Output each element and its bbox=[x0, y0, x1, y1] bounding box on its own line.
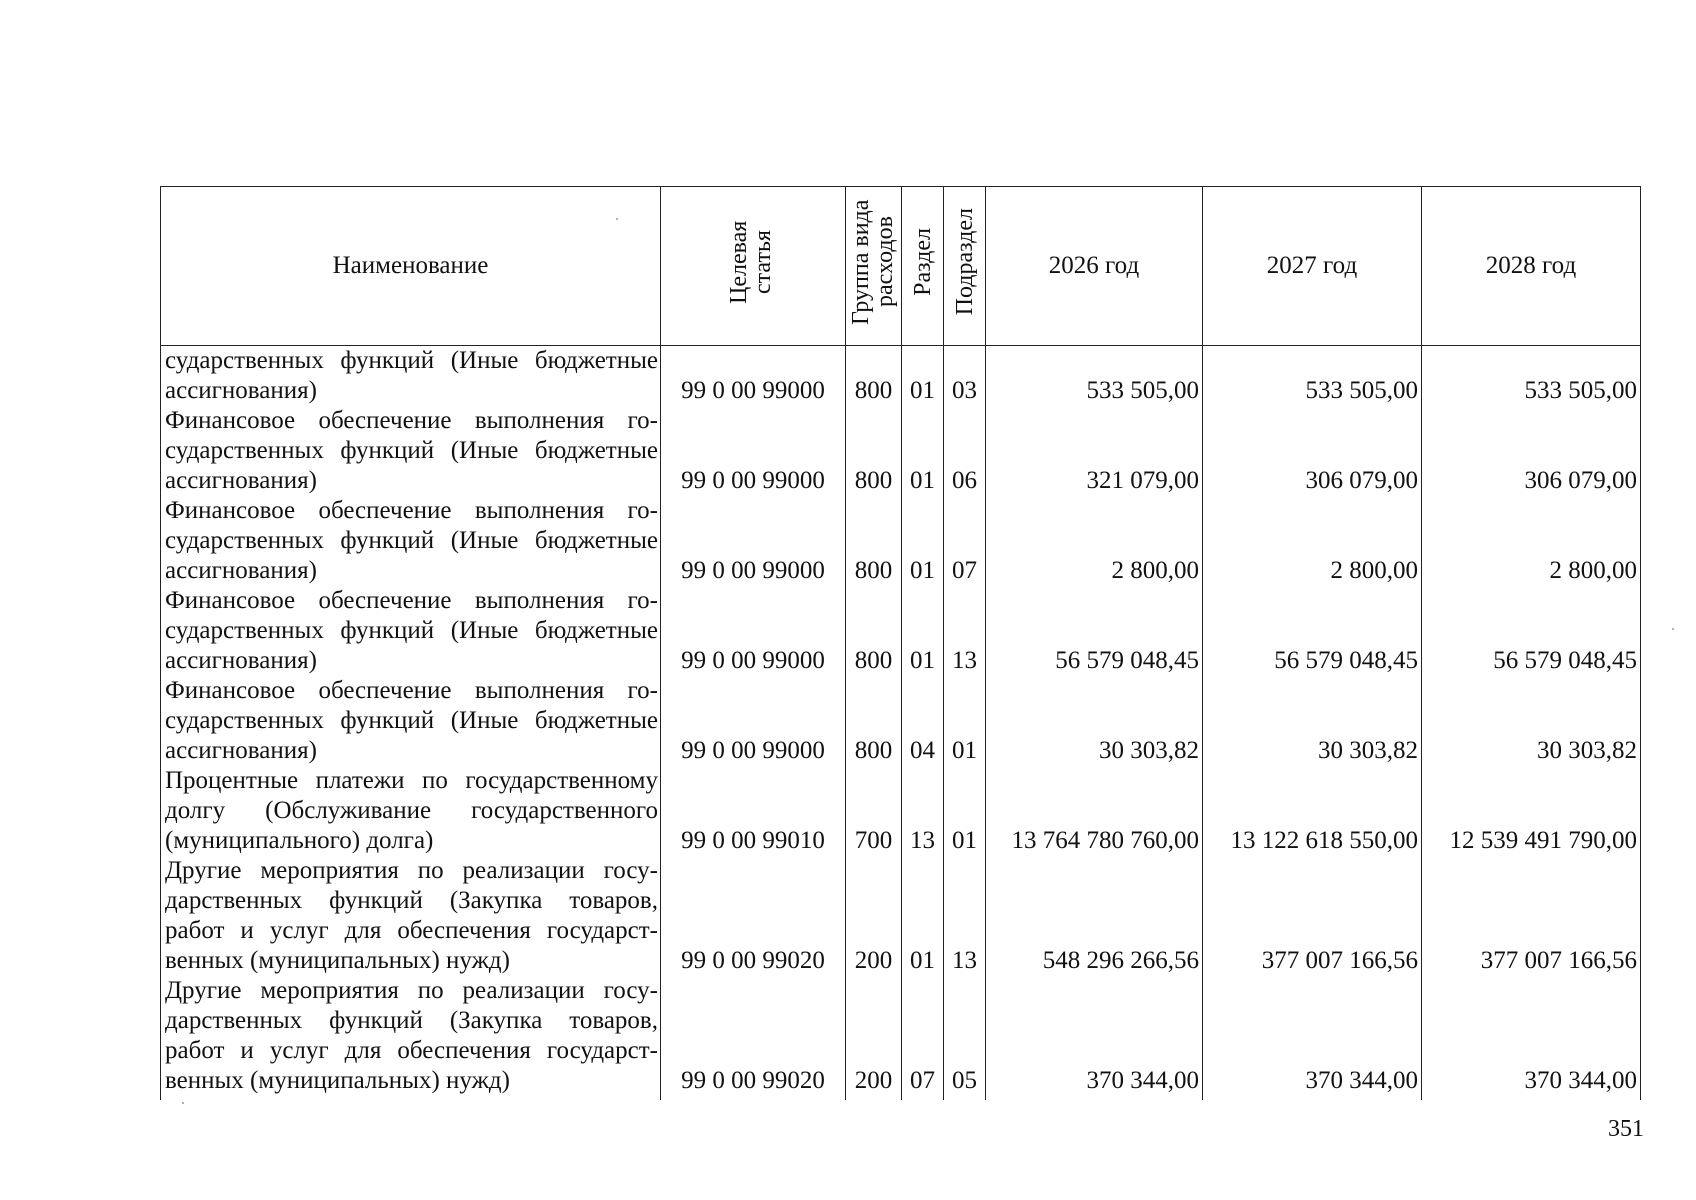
cell-name: Другие мероприятия по реализации госу- дарственных функций (Закупка товаров, работ и услуг для обеспечения государст- венных (муниципальных) нужд) bbox=[161, 976, 661, 1100]
cell-expense-group: 800 bbox=[846, 586, 902, 676]
cell-name: Процентные платежи по государственному долгу (Обслуживание государственного (муниципального) долга) bbox=[161, 766, 661, 856]
cell-amount-2028: 56 579 048,45 bbox=[1422, 586, 1641, 676]
cell-section: 13 bbox=[902, 766, 944, 856]
cell-amount-2027: 370 344,00 bbox=[1203, 976, 1422, 1100]
cell-amount-2028: 377 007 166,56 bbox=[1422, 856, 1641, 976]
cell-amount-2028: 12 539 491 790,00 bbox=[1422, 766, 1641, 856]
cell-target-article: 99 0 00 99000 bbox=[661, 406, 846, 496]
cell-amount-2027: 30 303,82 bbox=[1203, 676, 1422, 766]
table-row bbox=[161, 496, 1641, 586]
cell-amount-2028: 30 303,82 bbox=[1422, 676, 1641, 766]
header-year-2028: 2028 год bbox=[1422, 187, 1641, 346]
table-row bbox=[161, 676, 1641, 766]
scan-speck bbox=[182, 1102, 184, 1104]
cell-subsection: 13 bbox=[944, 586, 986, 676]
header-year-2027: 2027 год bbox=[1203, 187, 1422, 346]
header-subsection-label: Подраздел bbox=[951, 208, 978, 316]
cell-expense-group: 800 bbox=[846, 346, 902, 407]
cell-target-article: 99 0 00 99020 bbox=[661, 856, 846, 976]
cell-name: Финансовое обеспечение выполнения го- сударственных функций (Иные бюджетные ассигнования) bbox=[161, 496, 661, 586]
scan-speck bbox=[616, 218, 618, 220]
header-name: Наименование bbox=[161, 187, 661, 346]
cell-section: 01 bbox=[902, 496, 944, 586]
cell-amount-2028: 306 079,00 bbox=[1422, 406, 1641, 496]
cell-amount-2026: 30 303,82 bbox=[986, 676, 1203, 766]
cell-amount-2026: 533 505,00 bbox=[986, 346, 1203, 407]
cell-amount-2027: 533 505,00 bbox=[1203, 346, 1422, 407]
cell-target-article: 99 0 00 99000 bbox=[661, 496, 846, 586]
cell-amount-2026: 370 344,00 bbox=[986, 976, 1203, 1100]
cell-expense-group: 800 bbox=[846, 496, 902, 586]
cell-section: 01 bbox=[902, 856, 944, 976]
cell-expense-group: 200 bbox=[846, 976, 902, 1100]
cell-amount-2027: 2 800,00 bbox=[1203, 496, 1422, 586]
scan-speck bbox=[1672, 628, 1674, 630]
cell-name: Финансовое обеспечение выполнения го- сударственных функций (Иные бюджетные ассигнования) bbox=[161, 586, 661, 676]
cell-expense-group: 800 bbox=[846, 406, 902, 496]
page-number: 351 bbox=[1608, 1116, 1644, 1142]
budget-table bbox=[160, 186, 1641, 1100]
cell-name: сударственных функций (Иные бюджетные ассигнования) bbox=[161, 346, 661, 407]
cell-section: 01 bbox=[902, 406, 944, 496]
cell-section: 01 bbox=[902, 586, 944, 676]
header-target-article bbox=[661, 187, 846, 346]
table-row bbox=[161, 856, 1641, 976]
cell-subsection: 06 bbox=[944, 406, 986, 496]
cell-target-article: 99 0 00 99000 bbox=[661, 586, 846, 676]
cell-amount-2026: 2 800,00 bbox=[986, 496, 1203, 586]
header-expense-group bbox=[846, 187, 902, 346]
cell-subsection: 03 bbox=[944, 346, 986, 407]
table-row bbox=[161, 346, 1641, 407]
cell-amount-2026: 13 764 780 760,00 bbox=[986, 766, 1203, 856]
table-row bbox=[161, 586, 1641, 676]
cell-amount-2027: 13 122 618 550,00 bbox=[1203, 766, 1422, 856]
cell-name: Другие мероприятия по реализации госу- дарственных функций (Закупка товаров, работ и услуг для обеспечения государст- венных (муниципальных) нужд) bbox=[161, 856, 661, 976]
table-body bbox=[161, 346, 1641, 1101]
cell-subsection: 07 bbox=[944, 496, 986, 586]
header-section-label: Раздел bbox=[909, 228, 936, 296]
table-header bbox=[161, 187, 1641, 346]
cell-amount-2028: 533 505,00 bbox=[1422, 346, 1641, 407]
cell-target-article: 99 0 00 99000 bbox=[661, 346, 846, 407]
header-subsection bbox=[944, 187, 986, 346]
cell-amount-2026: 321 079,00 bbox=[986, 406, 1203, 496]
cell-target-article: 99 0 00 99010 bbox=[661, 766, 846, 856]
cell-subsection: 13 bbox=[944, 856, 986, 976]
cell-expense-group: 700 bbox=[846, 766, 902, 856]
header-section bbox=[902, 187, 944, 346]
header-year-2026: 2026 год bbox=[986, 187, 1203, 346]
table-row bbox=[161, 766, 1641, 856]
cell-target-article: 99 0 00 99000 bbox=[661, 676, 846, 766]
cell-target-article: 99 0 00 99020 bbox=[661, 976, 846, 1100]
cell-name: Финансовое обеспечение выполнения го- сударственных функций (Иные бюджетные ассигнования) bbox=[161, 406, 661, 496]
cell-amount-2028: 370 344,00 bbox=[1422, 976, 1641, 1100]
cell-expense-group: 800 bbox=[846, 676, 902, 766]
header-target-article-label: Целевая статья bbox=[726, 220, 776, 304]
cell-section: 01 bbox=[902, 346, 944, 407]
header-expense-group-label: Группа вида расходов bbox=[847, 199, 898, 325]
cell-amount-2027: 56 579 048,45 bbox=[1203, 586, 1422, 676]
cell-section: 04 bbox=[902, 676, 944, 766]
cell-expense-group: 200 bbox=[846, 856, 902, 976]
cell-amount-2026: 548 296 266,56 bbox=[986, 856, 1203, 976]
cell-subsection: 01 bbox=[944, 766, 986, 856]
cell-subsection: 05 bbox=[944, 976, 986, 1100]
cell-amount-2027: 306 079,00 bbox=[1203, 406, 1422, 496]
cell-section: 07 bbox=[902, 976, 944, 1100]
cell-name: Финансовое обеспечение выполнения го- сударственных функций (Иные бюджетные ассигнования) bbox=[161, 676, 661, 766]
table-row bbox=[161, 406, 1641, 496]
cell-amount-2028: 2 800,00 bbox=[1422, 496, 1641, 586]
cell-amount-2026: 56 579 048,45 bbox=[986, 586, 1203, 676]
table-row bbox=[161, 976, 1641, 1100]
cell-amount-2027: 377 007 166,56 bbox=[1203, 856, 1422, 976]
cell-subsection: 01 bbox=[944, 676, 986, 766]
